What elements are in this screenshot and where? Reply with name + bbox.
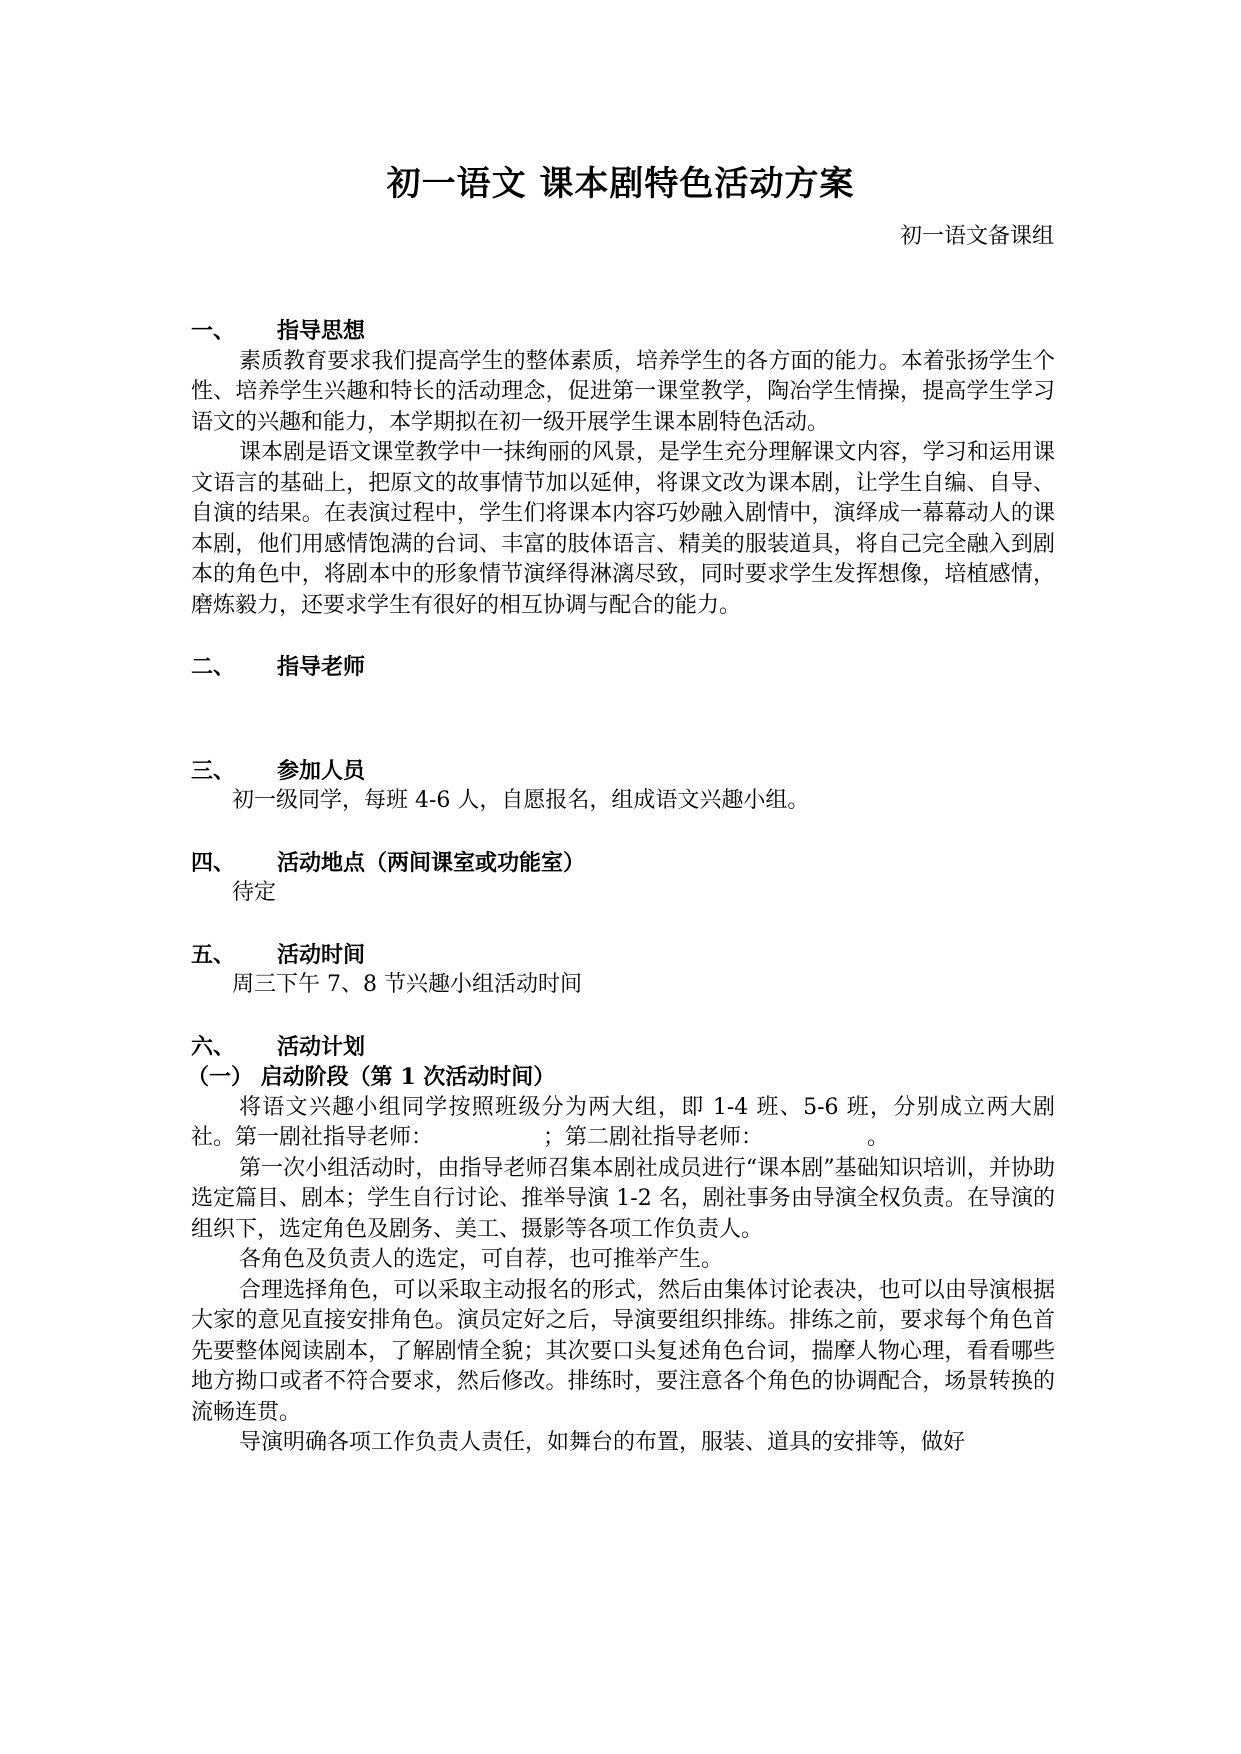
document-author: 初一语文备课组 bbox=[899, 224, 1054, 249]
section-heading-participants bbox=[191, 756, 1055, 787]
section-number: 六、 bbox=[191, 1033, 236, 1060]
section-title: 指导老师 bbox=[277, 654, 366, 680]
paragraph: 导演明确各项工作负责人责任，如舞台的布置，服装、道具的安排等，做好 bbox=[239, 1430, 966, 1455]
section-title: 活动地点（两间课室或功能室） bbox=[277, 849, 586, 876]
paragraph: 各角色及负责人的选定，可自荐，也可推举产生。 bbox=[239, 1247, 724, 1272]
section-heading-venue bbox=[191, 848, 1055, 879]
section-heading-guiding-thought bbox=[191, 316, 1055, 347]
paragraph: 第一次小组活动时，由指导老师召集本剧社成员进行“课本剧”基础知识培训，并协助选定篇目、剧本；学生自行讨论、推举导演 1-2 名，剧社事务由导演全权负责。在导演的组织下，选定角色及剧务、美工、摄影等各项工作负责人。 bbox=[191, 1155, 1055, 1242]
section-heading-plan bbox=[191, 1032, 1055, 1063]
document-body bbox=[187, 316, 1055, 1459]
section-text: 初一级同学，每班 4-6 人，自愿报名，组成语文兴趣小组。 bbox=[232, 788, 810, 813]
section-heading-instructors bbox=[191, 652, 1055, 683]
paragraph: 合理选择角色，可以采取主动报名的形式，然后由集体讨论表决，也可以由导演根据大家的意见直接安排角色。演员定好之后，导演要组织排练。排练之前，要求每个角色首先要整体阅读剧本，了解剧情全貌；其次要口头复述角色台词，揣摩人物心理，看看哪些地方拗口或者不符合要求，然后修改。排练时，要注意各个角色的协调配合，场景转换的流畅连贯。 bbox=[191, 1277, 1055, 1425]
paragraph bbox=[191, 1093, 1055, 1154]
document-title: 初一语文 课本剧特色活动方案 bbox=[386, 164, 855, 204]
section-title: 活动时间 bbox=[277, 941, 366, 968]
section-text: 待定 bbox=[232, 880, 277, 905]
paragraph-text: ；第二剧社指导老师： bbox=[543, 1125, 764, 1150]
section-number: 五、 bbox=[191, 941, 236, 968]
subsection-heading: （一） 启动阶段（第 1 次活动时间） bbox=[187, 1064, 556, 1090]
paragraph: 课本剧是语文课堂教学中一抹绚丽的风景，是学生充分理解课文内容，学习和运用课文语言的基础上，把原文的故事情节加以延伸，将课文改为课本剧，让学生自编、自导、自演的结果。在表演过程中，学生们将课本内容巧妙融入剧情中，演绎成一幕幕动人的课本剧，他们用感情饱满的台词、丰富的肢体语言、精美的服装道具，将自己完全融入到剧本的角色中，将剧本中的形象情节演绎得淋漓尽致，同时要求学生发挥想像，培植感情，磨炼毅力，还要求学生有很好的相互协调与配合的能力。 bbox=[191, 440, 1055, 618]
section-number: 四、 bbox=[191, 849, 236, 876]
section-number: 三、 bbox=[191, 757, 236, 784]
section-title: 活动计划 bbox=[277, 1033, 366, 1060]
section-title: 指导思想 bbox=[277, 318, 366, 344]
paragraph-text: 。 bbox=[867, 1125, 890, 1150]
section-text: 周三下午 7、8 节兴趣小组活动时间 bbox=[232, 972, 582, 997]
section-number: 一、 bbox=[191, 318, 236, 344]
section-heading-time bbox=[191, 940, 1055, 971]
section-number: 二、 bbox=[191, 654, 236, 680]
section-title: 参加人员 bbox=[277, 757, 366, 784]
paragraph: 素质教育要求我们提高学生的整体素质，培养学生的各方面的能力。本着张扬学生个性、培养学生兴趣和特长的活动理念，促进第一课堂教学，陶冶学生情操，提高学生学习语文的兴趣和能力，本学期拟在初一级开展学生课本剧特色活动。 bbox=[191, 348, 1055, 435]
paragraph-text: 将语文兴趣小组同学按照班级分为两大组，即 1-4 班、5-6 班，分别成立两大剧社。第一剧社指导老师： bbox=[191, 1094, 1055, 1150]
